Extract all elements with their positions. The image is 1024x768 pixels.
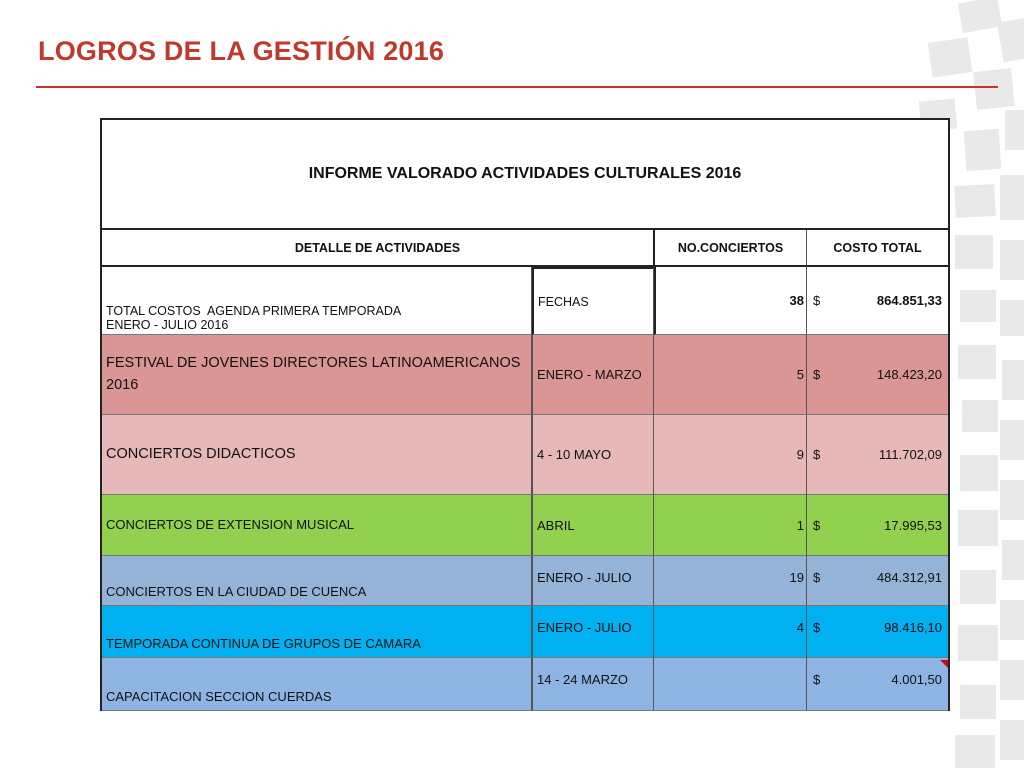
cost-value: 17.995,53 <box>884 517 942 533</box>
slide-title: LOGROS DE LA GESTIÓN 2016 <box>38 36 445 66</box>
summary-label <box>102 267 532 335</box>
activity-dates: ENERO - JULIO <box>532 556 654 606</box>
cost-cell <box>807 415 948 495</box>
currency-symbol: $ <box>813 570 821 585</box>
report-title: INFORME VALORADO ACTIVIDADES CULTURALES 2016 <box>102 120 948 230</box>
currency-symbol: $ <box>813 517 821 533</box>
activity-name: TEMPORADA CONTINUA DE GRUPOS DE CAMARA <box>102 606 532 658</box>
currency-symbol: $ <box>813 672 821 687</box>
cost-value: 148.423,20 <box>876 367 942 382</box>
activity-dates: ABRIL <box>532 495 654 556</box>
activity-dates: 4 - 10 MAYO <box>532 415 654 495</box>
concert-count <box>654 658 807 711</box>
activity-name: CONCIERTOS EN LA CIUDAD DE CUENCA <box>102 556 532 606</box>
summary-concerts: 38 <box>654 267 807 335</box>
concert-count: 4 <box>654 606 807 658</box>
cost-cell <box>807 495 948 556</box>
cost-cell <box>807 658 948 711</box>
title-divider <box>36 86 998 88</box>
activity-name: FESTIVAL DE JOVENES DIRECTORES LATINOAMERICANOS 2016 <box>102 335 532 415</box>
cost-cell <box>807 606 948 658</box>
cost-value: 111.702,09 <box>878 447 942 462</box>
concert-count: 19 <box>654 556 807 606</box>
summary-cost-cell <box>807 267 948 335</box>
currency-symbol: $ <box>813 620 821 635</box>
activity-dates: 14 - 24 MARZO <box>532 658 654 711</box>
summary-line-1: TOTAL COSTOS AGENDA PRIMERA TEMPORADA <box>106 304 402 318</box>
cost-value: 4.001,50 <box>891 672 942 687</box>
header-activities: DETALLE DE ACTIVIDADES <box>102 230 653 267</box>
comment-marker-icon <box>940 660 948 668</box>
summary-dates-label: FECHAS <box>532 267 654 335</box>
activity-name: CONCIERTOS DIDACTICOS <box>102 415 532 495</box>
cost-value: 98.416,10 <box>884 620 942 635</box>
report-table <box>100 118 950 711</box>
summary-cost: 864.851,33 <box>876 293 942 308</box>
activity-name: CONCIERTOS DE EXTENSION MUSICAL <box>102 495 532 556</box>
cost-value: 484.312,91 <box>876 570 942 585</box>
concert-count: 9 <box>654 415 807 495</box>
concert-count: 1 <box>654 495 807 556</box>
activity-dates: ENERO - JULIO <box>532 606 654 658</box>
currency-symbol: $ <box>813 367 821 382</box>
activity-name: CAPACITACION SECCION CUERDAS <box>102 658 532 711</box>
summary-currency: $ <box>813 293 821 308</box>
header-cost: COSTO TOTAL <box>806 230 948 267</box>
concert-count: 5 <box>654 335 807 415</box>
header-concerts: NO.CONCIERTOS <box>653 230 806 267</box>
currency-symbol: $ <box>813 447 821 462</box>
cost-cell <box>807 335 948 415</box>
summary-line-2: ENERO - JULIO 2016 <box>106 318 229 332</box>
activity-dates: ENERO - MARZO <box>532 335 654 415</box>
cost-cell <box>807 556 948 606</box>
